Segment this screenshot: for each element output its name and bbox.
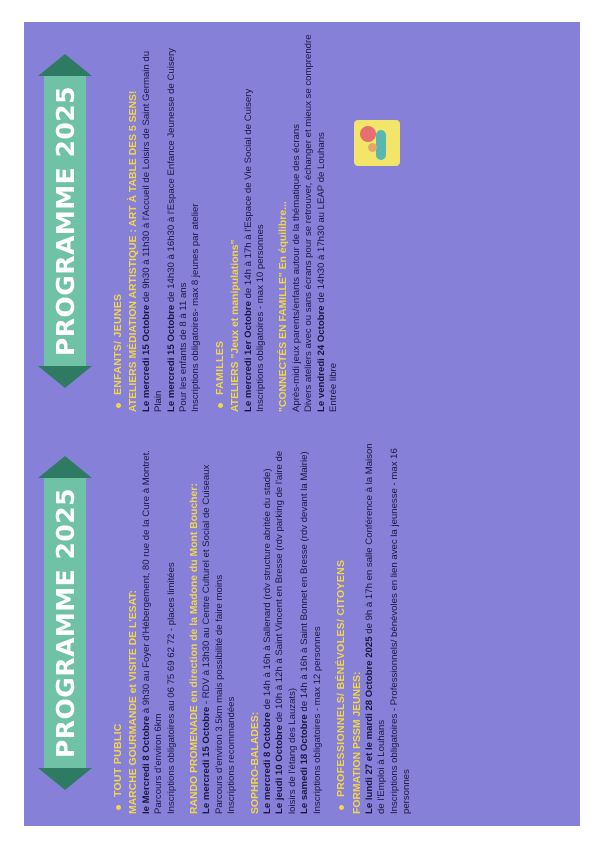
event-title: SOPHRO-BALADES: (249, 711, 261, 814)
event-title: MARCHE GOURMANDE et VISITE DE L'ESAT: (128, 590, 140, 814)
event-date: Le mercredi 8 Octobre (262, 712, 274, 814)
left-content (108, 432, 414, 814)
event-detail: de 14h à 16h à Sallenard (rdv structure abritée du stade) (262, 468, 274, 713)
event-title: RANDO PROMENADE en direction de la Madone du Mont Boucher: (189, 483, 201, 814)
event-line (364, 432, 389, 814)
right-content (108, 30, 341, 412)
bullet-dot-icon (116, 805, 121, 810)
ball-shape (360, 126, 376, 142)
right-banner (38, 76, 92, 366)
event-date: Le vendredi 24 Octobre (315, 305, 327, 412)
left-banner (38, 478, 92, 768)
event-detail: de 10h à 12h à Saint Vincent en Bresse (rdv parking de l'aire de loisirs de l'étang des Lauzats) (274, 450, 298, 814)
event-line: Inscriptions obligatoires- max 8 jeunes par atelier (190, 203, 202, 412)
figure-body (376, 130, 386, 160)
right-panel (24, 22, 580, 424)
family-balance-illustration (354, 120, 400, 166)
event-detail: de 14h30 à 16h30 à l'Espace Enfance Jeunesse de Cuisery (165, 48, 177, 305)
flyer-sheet (24, 22, 580, 826)
section-heading (335, 432, 347, 814)
event-line (243, 30, 255, 412)
event-line: Pour les enfants de 8 à 11 ans (178, 282, 190, 412)
section-heading (214, 30, 226, 412)
event-line (316, 30, 328, 412)
event-date: Le mercredi 15 Octobre (165, 304, 177, 412)
banner-ribbon-right (38, 456, 92, 478)
rotated-content (24, 22, 580, 826)
event-detail: - RDV à 13h30 au Centre Culturel et Social de Cuiseaux (201, 464, 213, 707)
section-label: PROFESSIONNELS/ BÉNÉVOLES/ CITOYENS (335, 559, 348, 797)
event-line (141, 432, 153, 814)
banner-title: PROGRAMME 2025 (50, 85, 80, 357)
event-date: Le mercredi 15 Octobre (201, 706, 213, 814)
event-title: ATELIERS "Jeux et manipulations" (230, 239, 242, 412)
event-line: Entrée libre (328, 362, 340, 412)
event-detail: de 14h à 16h à Saint Bonnet en Bresse (rdv devant la Mairie) (299, 451, 311, 715)
event-date: Le mercredi 1er Octobre (242, 301, 254, 412)
section-label: TOUT PUBLIC (112, 723, 124, 797)
event-line: Parcours d'environ 3.5km mais possibilité de faire moins (213, 574, 225, 814)
event-date: Le lundi 27 et le mardi 28 Octobre 2025 (363, 636, 375, 814)
event-title: FORMATION PSSM JEUNES: (351, 671, 363, 814)
event-line (274, 432, 299, 814)
banner-ribbon-right (38, 54, 92, 76)
event-detail: à 9h30 au Foyer d'Hébergement, 80 rue de la Cure à Montret. (140, 450, 152, 716)
event-line: Après-midi jeux parents/enfants autour de la thématique des écrans (290, 124, 302, 412)
bullet-dot-icon (339, 805, 344, 810)
event-date: Le samedi 18 Octobre (299, 714, 311, 814)
event-line: Inscriptions obligatoires - max 12 personnes (311, 626, 323, 814)
banner-ribbon-left (38, 366, 92, 388)
section-heading (112, 432, 124, 814)
section-heading (112, 30, 124, 412)
event-detail: de 9h30 à 11h30 à l'Accueil de Loisirs de Saint Germain du Plain (140, 50, 165, 412)
event-date: le Mercredi 8 Octobre (140, 715, 152, 814)
event-line (201, 432, 213, 814)
event-detail: de 9h à 17h en salle Conférence à la Maison de l'Emploi à Louhans (363, 443, 388, 814)
event-line: Inscriptions obligatoires - Professionnels/ bénévoles en lien avec la jeunesse - max 16 personnes (388, 448, 413, 814)
section-label: FAMILLES (213, 340, 226, 395)
event-title: "CONNECTÉS EN FAMILLE" En équilibre... (278, 201, 290, 412)
event-date: Le mercredi 15 Octobre (140, 304, 152, 412)
event-line (141, 30, 166, 412)
banner-title: PROGRAMME 2025 (50, 487, 80, 759)
event-line (166, 30, 178, 412)
banner-ribbon-left (38, 768, 92, 790)
bullet-dot-icon (218, 403, 223, 408)
event-detail: de 14h à 17h à l'Espace de Vie Social de Cuisery (242, 88, 254, 302)
bullet-dot-icon (116, 403, 121, 408)
event-title: ATELIERS MÉDIATION ARTISTIQUE : ART À TABLE DES 5 SENS! (128, 90, 140, 412)
event-line: Parcours d'environ 6km (153, 713, 165, 814)
event-line: Inscriptions recommandées (226, 696, 238, 814)
figure-head (368, 143, 377, 152)
section-label: ENFANTS/ JEUNES (112, 293, 124, 395)
event-date: Le jeudi 10 Octobre (274, 724, 286, 814)
event-line: Divers ateliers avec ou sans écrans pour se retrouver, échanger et mieux se comprendre (303, 34, 315, 412)
event-line: Inscriptions obligatoires au 06 75 69 62 72 - places limitées (165, 562, 177, 814)
event-line (262, 432, 274, 814)
event-line (299, 432, 311, 814)
event-line: Inscriptions obligatoires - max 10 personnes (255, 224, 267, 412)
event-detail: de 14h30 à 17h30 au LEAP de Louhans (315, 132, 327, 306)
left-panel (24, 424, 580, 826)
